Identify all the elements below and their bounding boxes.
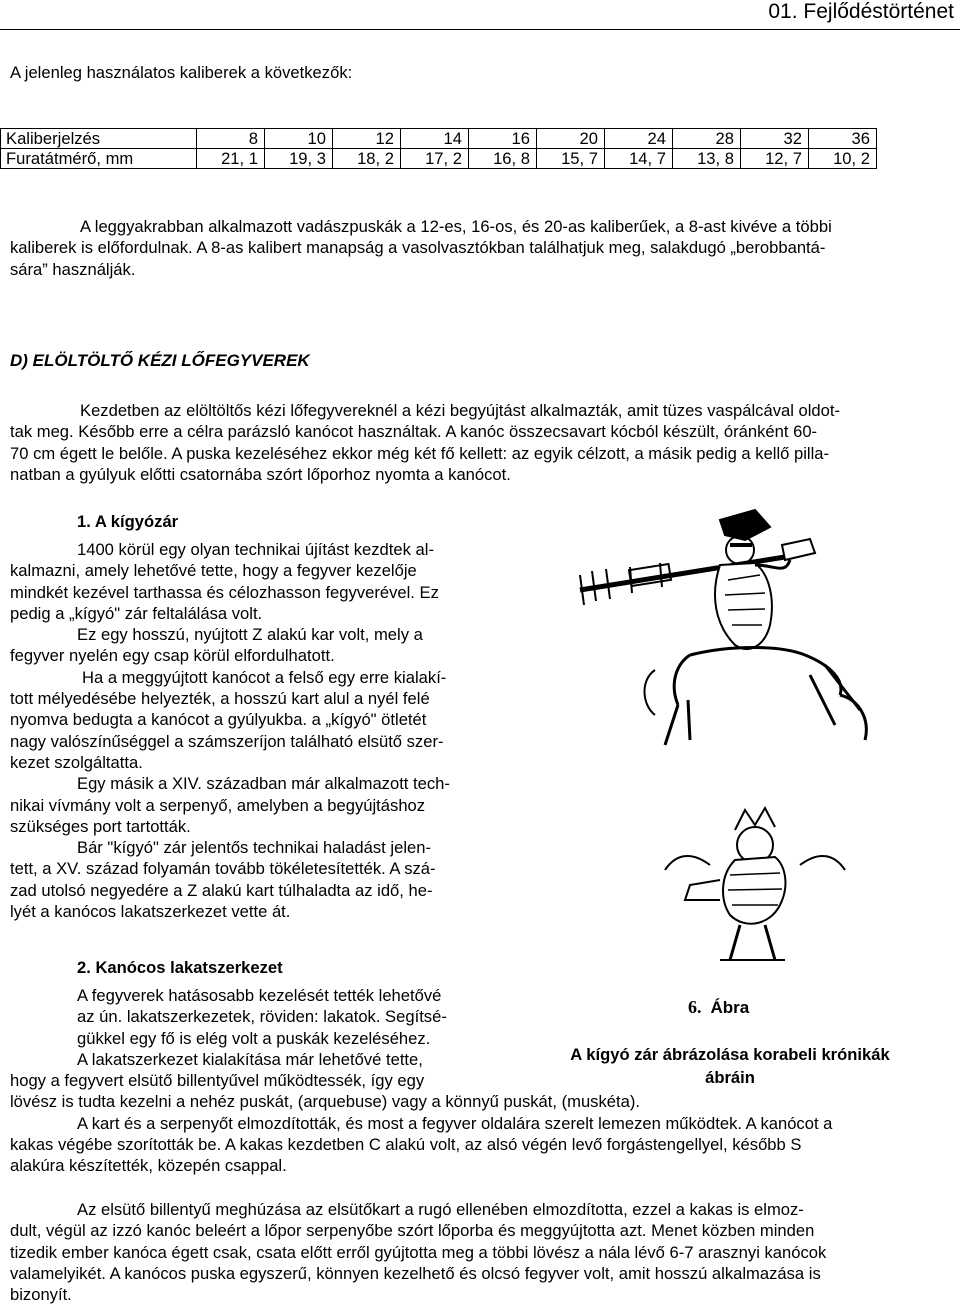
table-cell: 16, 8 [469,149,537,169]
text-line: kezet szolgáltatta. [10,752,143,772]
text-line: lövész is tudta kezelni a nehéz puskát, (arquebuse) vagy a könnyű puskát, (muskéta). [10,1092,640,1112]
text-line: Ha a meggyújtott kanócot a felső egy erre kialakí- [82,667,447,687]
figure-number-text: 6. [688,997,702,1017]
table-row [1,149,877,169]
figure-label: Ábra [710,998,750,1017]
paragraph-trigger [10,1199,958,1305]
text-line: Kezdetben az elöltöltős kézi lőfegyvereknél a kézi begyújtást alkalmazták, amit tüzes vaspálcával oldot- [80,401,841,420]
table-cell: 32 [741,129,809,149]
text-line: A lakatszerkezet kialakítása már lehetővé tette, [77,1049,423,1069]
paragraph-matchlock-intro [77,985,517,1070]
row-label: Kaliberjelzés [1,129,197,149]
text-line: Ez egy hosszú, nyújtott Z alakú kar volt, mely a [77,625,423,645]
text-line: szükséges port tartották. [10,816,191,836]
text-line: Bár "kígyó" zár jelentős technikai haladást jelen- [77,838,431,858]
table-cell: 8 [197,129,265,149]
caption-line: ábráin [705,1068,755,1087]
table-cell: 36 [809,129,877,149]
text-line: gükkel egy fő is elég volt a puskák kezeléséhez. [77,1028,431,1048]
section-heading: 1. A kígyózár [77,512,179,531]
text-line: A fegyverek hatásosabb kezelését tették lehetővé [77,986,442,1005]
text-line: A leggyakrabban alkalmazott vadászpuskák a 12-es, 16-os, és 20-as kaliberűek, a 8-ast kivéve a többi [80,217,832,236]
figure-number [688,997,749,1018]
text-line: lyét a kanócos lakatszerkezet vette át. [10,902,291,922]
text-line: tak meg. Később erre a célra parázsló kanócot használtak. A kanóc összecsavart kócból készült, óránként 60- [10,422,818,442]
row-label: Furatátmérő, mm [1,149,197,169]
text-line: nyomva bedugta a kanócot a gyúlyukba. a „kígyó" ötletét [10,710,427,730]
table-cell: 14, 7 [605,149,673,169]
text-line: 70 cm égett le belőle. A puska kezeléséhez ekkor még két fő kellett: az egyik célzott, a másik pedig a kellő pilla- [10,443,830,463]
text-line: hogy a fegyvert elsütő billentyűvel működtessék, így egy [10,1071,425,1090]
text-line: kaliberek is előfordulnak. A 8-as kalibert manapság a vasolvasztókban találhatjuk meg, salakdugó „berobbantá- [10,238,826,258]
table-cell: 20 [537,129,605,149]
text-line: kalmazni, amely lehetővé tette, hogy a fegyver kezelője [10,561,417,581]
paragraph-calibers [10,216,958,280]
text-line: pedig a „kígyó" zár feltalálása volt. [10,603,263,623]
table-cell: 13, 8 [673,149,741,169]
paragraph-serpentine [10,539,510,922]
text-line: az ún. lakatszerkezetek, röviden: lakatok. Segítsé- [77,1007,447,1027]
caliber-table [0,128,877,169]
table-cell: 10 [265,129,333,149]
text-line: valamelyikét. A kanócos puska egyszerű, könnyen kezelhető és olcsó fegyver volt, amit hosszú alkalmazása is [10,1263,821,1283]
text-line: sára” használják. [10,259,136,279]
text-line: Egy másik a XIV. században már alkalmazott tech- [77,774,450,794]
text-line: kakas végébe szorították be. A kakas kezdetben C alakú volt, az alsó végén levő forgástengellyel, később S [10,1134,802,1154]
table-cell: 24 [605,129,673,149]
intro-text: A jelenleg használatos kaliberek a következők: [10,63,353,82]
section-heading: 2. Kanócos lakatszerkezet [77,958,283,977]
table-cell: 18, 2 [333,149,401,169]
header-rule [0,29,960,30]
text-line: bizonyít. [10,1285,72,1305]
text-line: alakúra készítették, közepén csappal. [10,1156,287,1176]
text-line: Az elsütő billentyű meghúzása az elsütőkart a rugó ellenében elmozdította, ezzel a kakas is elmoz- [77,1200,804,1219]
table-cell: 28 [673,129,741,149]
chapter-title: 01. Fejlődéstörténet [768,0,954,23]
text-line: A kart és a serpenyőt elmozdították, és most a fegyver oldalára szerelt lemezen működtek. A kanócot a [77,1113,833,1133]
table-cell: 12 [333,129,401,149]
table-cell: 19, 3 [265,149,333,169]
text-line: nikai vívmány volt a serpenyő, amelyben a begyújtáshoz [10,795,426,815]
text-line: 1400 körül egy olyan technikai újítást kezdtek al- [77,540,434,559]
caption-line: A kígyó zár ábrázolása korabeli krónikák [570,1045,890,1064]
text-line: tizedik ember kanóca égett csak, csata előtt erről gyújtotta meg a többi lövész a nála lévő 6-7 arasznyi kanócok [10,1242,827,1262]
text-line: fegyver nyelén egy csap körül elfordulhatott. [10,646,335,666]
text-line: natban a gyúlyuk előtti csatornába szórt lőporhoz nyomta a kanócot. [10,464,511,484]
table-row [1,129,877,149]
serpentine-illustration [570,505,930,975]
section-heading: D) ELÖLTÖLTŐ KÉZI LŐFEGYVEREK [10,351,310,370]
table-cell: 16 [469,129,537,149]
table-cell: 14 [401,129,469,149]
text-line: tott mélyedésébe helyezték, a hosszú kart alul a nyél felé [10,689,430,709]
text-line: dult, végül az izzó kanóc beleért a lőpor serpenyőbe szórt lőporba és meggyújtotta azt. Menet közben minden [10,1221,815,1241]
text-line: zad utolsó negyedére a Z alakú kart túlhaladta az idő, he- [10,880,433,900]
table-cell: 10, 2 [809,149,877,169]
table-cell: 12, 7 [741,149,809,169]
table-cell: 21, 1 [197,149,265,169]
table-cell: 15, 7 [537,149,605,169]
text-line: nagy valószínűséggel a számszeríjon található elsütő szer- [10,731,444,751]
text-line: mindkét kezével tarthassa és célozhasson fegyverével. Ez [10,582,439,602]
table-cell: 17, 2 [401,149,469,169]
paragraph-matchlock [10,1070,958,1176]
text-line: tett, a XV. század folyamán tovább tökéletesítették. A szá- [10,859,436,879]
paragraph-muzzleloaders [10,400,958,485]
